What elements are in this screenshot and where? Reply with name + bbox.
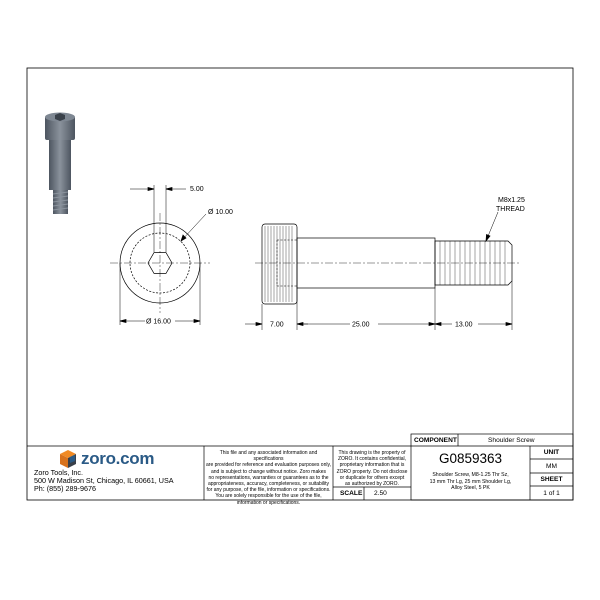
- unit-label: UNIT: [543, 449, 560, 456]
- property-line: ZORO. It contains confidential,: [337, 456, 407, 463]
- sheet-label: SHEET: [540, 476, 563, 483]
- disclaimer-line: appropriateness, accuracy, completeness, or suitability: [207, 481, 330, 488]
- zoro-wordmark: zoro.com: [81, 449, 155, 468]
- property-line: proprietary information that is: [339, 462, 405, 469]
- disclaimer-line: information or specifications.: [236, 499, 301, 506]
- thread-callout-line2: THREAD: [496, 206, 525, 213]
- dim-shoulder-length: 25.00: [352, 321, 370, 329]
- disclaimer-line: no representations, warranties or guarantees as to the: [208, 474, 329, 481]
- property-line: as authorized by ZORO.: [345, 481, 399, 488]
- disclaimer-text: [205, 450, 332, 506]
- sheet-value: 1 of 1: [543, 489, 560, 497]
- company-address-block: [34, 469, 202, 494]
- description-line: Shoulder Screw, M8-1.25 Thr Sz,: [432, 472, 509, 478]
- screw-3d-image: [45, 113, 75, 215]
- disclaimer-line: This file and any associated information and specifications: [219, 450, 318, 463]
- company-phone: Ph: (855) 289-9676: [34, 484, 96, 494]
- scale-value: 2.50: [374, 490, 387, 497]
- company-name: Zoro Tools, Inc.: [34, 468, 84, 477]
- unit-value: MM: [546, 462, 557, 470]
- property-line: or duplicate for others except: [339, 474, 405, 481]
- company-address: 500 W Madison St, Chicago, IL 60661, USA: [34, 476, 174, 486]
- component-value: Shoulder Screw: [488, 436, 535, 444]
- dim-diameter-10: Ø 10.00: [208, 209, 233, 216]
- zoro-logo-cube: [60, 450, 76, 468]
- side-view: [245, 212, 520, 330]
- property-line: This drawing is the property of: [338, 450, 406, 456]
- end-view: [110, 185, 210, 325]
- disclaimer-line: are provided for reference and evaluation purposes only,: [206, 462, 331, 469]
- part-number: G0859363: [438, 451, 503, 466]
- dim-head-length: 7.00: [270, 321, 284, 329]
- disclaimer-line: and is subject to change without notice. Zoro makes: [210, 468, 327, 475]
- component-label: COMPONENT: [414, 436, 457, 444]
- zoro-logo-text: [81, 449, 154, 469]
- dim-hex-socket: 5.00: [190, 186, 204, 193]
- property-notice: [334, 450, 410, 487]
- sheet-border: [27, 68, 573, 500]
- description-line: 13 mm Thr Lg, 25 mm Shoulder Lg,: [429, 478, 512, 485]
- dim-diameter-16: Ø 16.00: [146, 318, 171, 326]
- property-line: ZORO property. Do not disclose: [336, 468, 408, 475]
- scale-label: SCALE: [340, 490, 363, 497]
- part-description: [412, 472, 529, 492]
- disclaimer-line: You are solely responsible for the use of the file,: [215, 493, 322, 500]
- thread-callout-line1: M8x1.25: [498, 197, 525, 204]
- dim-thread-length: 13.00: [455, 321, 473, 329]
- description-line: Alloy Steel, 5 PK: [451, 485, 490, 492]
- disclaimer-line: for any purpose, of the file, information or specifications.: [206, 487, 331, 494]
